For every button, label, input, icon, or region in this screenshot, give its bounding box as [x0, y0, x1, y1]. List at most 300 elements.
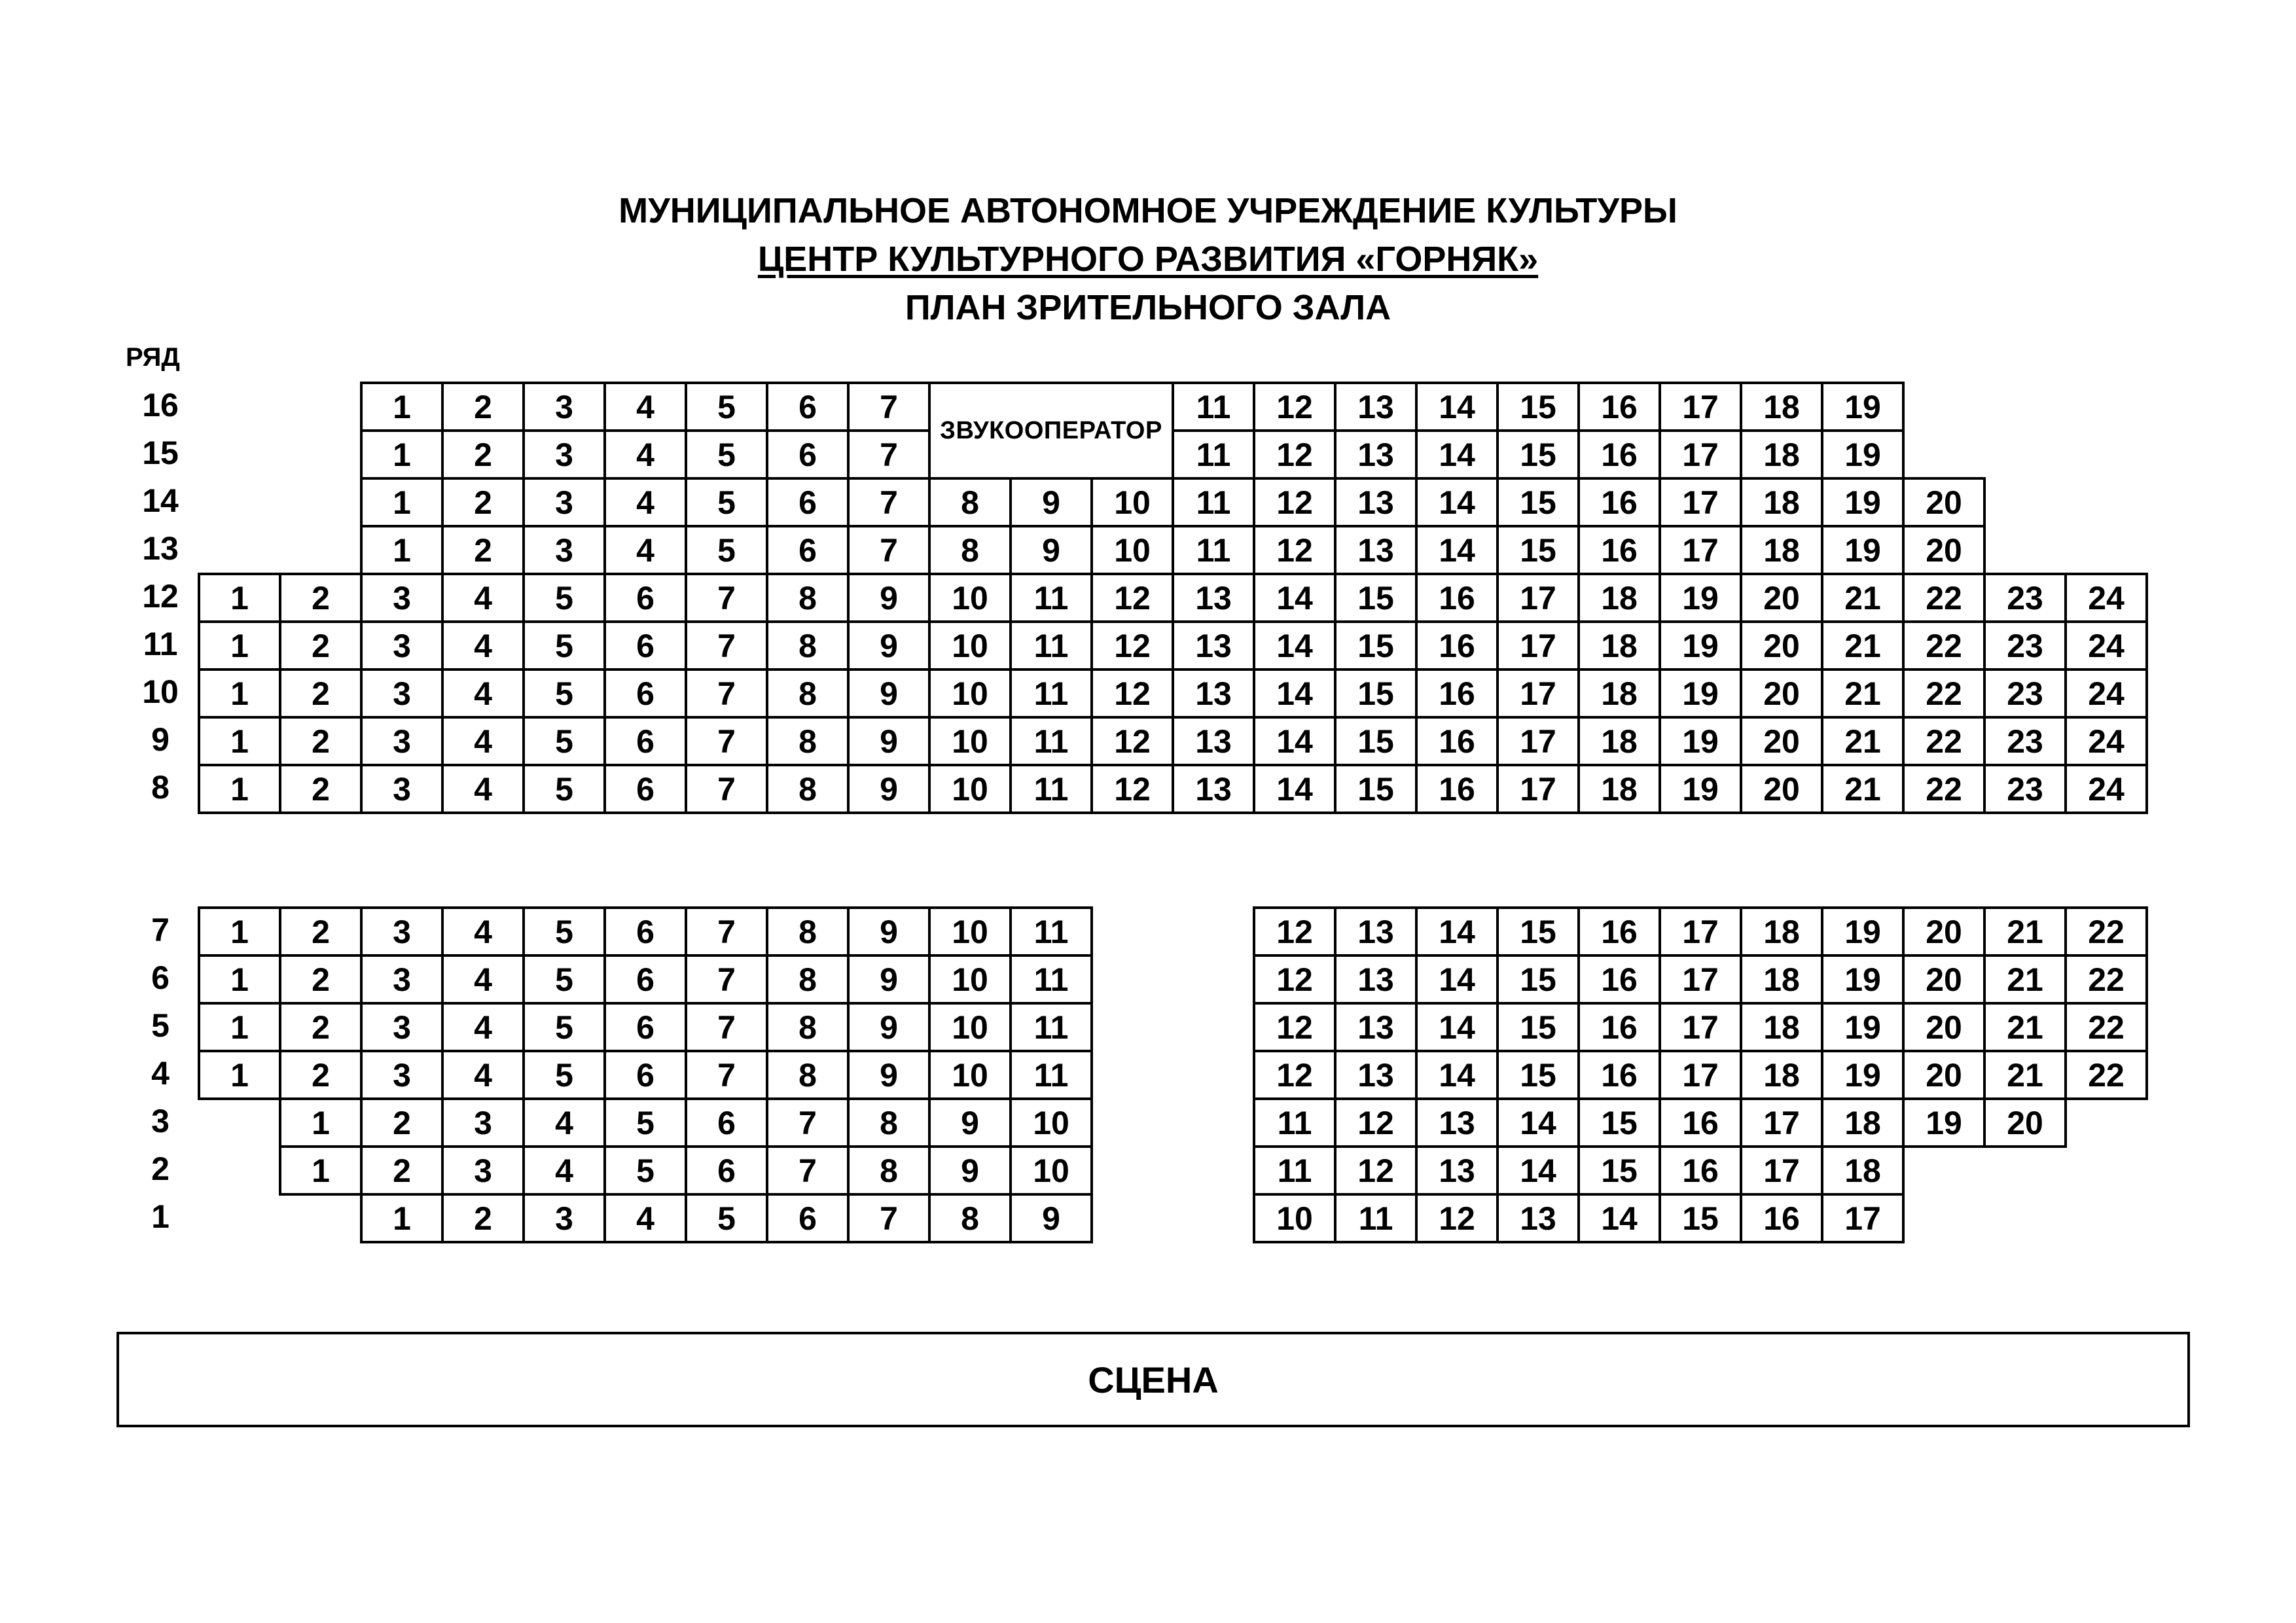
seat[interactable]: 1 — [360, 1193, 444, 1243]
seat[interactable]: 4 — [603, 525, 687, 575]
seat[interactable]: 22 — [1902, 573, 1986, 623]
seat[interactable]: 11 — [1009, 668, 1093, 719]
seat[interactable]: 21 — [1983, 906, 2067, 957]
seat[interactable]: 23 — [1983, 668, 2067, 719]
seat[interactable]: 8 — [766, 1002, 850, 1052]
seat[interactable]: 12 — [1253, 429, 1336, 480]
seat[interactable]: 11 — [1253, 1097, 1336, 1148]
seat[interactable]: 7 — [685, 620, 768, 671]
seat[interactable]: 2 — [441, 1193, 525, 1243]
seat[interactable]: 9 — [1009, 477, 1093, 527]
seat[interactable]: 10 — [928, 954, 1012, 1005]
seat[interactable]: 5 — [522, 906, 606, 957]
seat[interactable]: 24 — [2064, 668, 2148, 719]
seat[interactable]: 23 — [1983, 573, 2067, 623]
seat[interactable]: 11 — [1172, 429, 1255, 480]
seat[interactable]: 19 — [1659, 764, 1742, 814]
seat[interactable]: 18 — [1821, 1145, 1905, 1196]
seat[interactable]: 1 — [198, 954, 281, 1005]
seat[interactable]: 1 — [198, 716, 281, 766]
seat[interactable]: 24 — [2064, 620, 2148, 671]
seat[interactable]: 14 — [1415, 1002, 1499, 1052]
seat[interactable]: 12 — [1253, 382, 1336, 432]
seat[interactable]: 19 — [1821, 525, 1905, 575]
seat[interactable]: 20 — [1902, 1050, 1986, 1100]
seat[interactable]: 2 — [360, 1097, 444, 1148]
seat[interactable]: 12 — [1253, 477, 1336, 527]
seat[interactable]: 17 — [1659, 525, 1742, 575]
seat[interactable]: 13 — [1334, 906, 1418, 957]
seat[interactable]: 18 — [1740, 525, 1823, 575]
seat[interactable]: 2 — [441, 477, 525, 527]
seat[interactable]: 8 — [766, 1050, 850, 1100]
seat[interactable]: 3 — [360, 716, 444, 766]
seat[interactable]: 18 — [1740, 429, 1823, 480]
seat[interactable]: 17 — [1659, 906, 1742, 957]
seat[interactable]: 11 — [1334, 1193, 1418, 1243]
seat[interactable]: 17 — [1659, 429, 1742, 480]
seat[interactable]: 17 — [1659, 1050, 1742, 1100]
seat[interactable]: 14 — [1496, 1145, 1580, 1196]
seat[interactable]: 16 — [1740, 1193, 1823, 1243]
seat[interactable]: 23 — [1983, 620, 2067, 671]
seat[interactable]: 2 — [279, 668, 363, 719]
seat[interactable]: 7 — [685, 764, 768, 814]
seat[interactable]: 5 — [522, 954, 606, 1005]
seat[interactable]: 8 — [847, 1145, 931, 1196]
seat[interactable]: 6 — [685, 1097, 768, 1148]
seat[interactable]: 10 — [928, 716, 1012, 766]
seat[interactable]: 24 — [2064, 573, 2148, 623]
seat[interactable]: 17 — [1659, 477, 1742, 527]
seat[interactable]: 10 — [1090, 525, 1174, 575]
seat[interactable]: 8 — [928, 477, 1012, 527]
seat[interactable]: 7 — [685, 1002, 768, 1052]
seat[interactable]: 19 — [1821, 954, 1905, 1005]
seat[interactable]: 4 — [603, 477, 687, 527]
seat[interactable]: 1 — [360, 525, 444, 575]
seat[interactable]: 3 — [522, 429, 606, 480]
seat[interactable]: 16 — [1577, 382, 1661, 432]
seat[interactable]: 9 — [928, 1097, 1012, 1148]
seat[interactable]: 12 — [1334, 1097, 1418, 1148]
seat[interactable]: 10 — [1009, 1097, 1093, 1148]
seat[interactable]: 14 — [1253, 716, 1336, 766]
seat[interactable]: 5 — [522, 764, 606, 814]
seat[interactable]: 11 — [1009, 1050, 1093, 1100]
seat[interactable]: 17 — [1659, 382, 1742, 432]
seat[interactable]: 17 — [1659, 1002, 1742, 1052]
seat[interactable]: 23 — [1983, 716, 2067, 766]
seat[interactable]: 15 — [1496, 954, 1580, 1005]
seat[interactable]: 6 — [766, 382, 850, 432]
seat[interactable]: 2 — [279, 1002, 363, 1052]
seat[interactable]: 19 — [1821, 1002, 1905, 1052]
seat[interactable]: 14 — [1415, 954, 1499, 1005]
seat[interactable]: 6 — [603, 1050, 687, 1100]
seat[interactable]: 11 — [1009, 716, 1093, 766]
seat[interactable]: 3 — [360, 906, 444, 957]
seat[interactable]: 20 — [1740, 573, 1823, 623]
seat[interactable]: 16 — [1577, 429, 1661, 480]
seat[interactable]: 22 — [2064, 906, 2148, 957]
seat[interactable]: 5 — [522, 1002, 606, 1052]
seat[interactable]: 7 — [847, 382, 931, 432]
seat[interactable]: 5 — [685, 382, 768, 432]
seat[interactable]: 3 — [360, 1050, 444, 1100]
seat[interactable]: 2 — [279, 1050, 363, 1100]
seat[interactable]: 18 — [1740, 477, 1823, 527]
seat[interactable]: 12 — [1090, 716, 1174, 766]
seat[interactable]: 13 — [1334, 429, 1418, 480]
seat[interactable]: 18 — [1577, 620, 1661, 671]
seat[interactable]: 8 — [847, 1097, 931, 1148]
seat[interactable]: 16 — [1415, 573, 1499, 623]
seat[interactable]: 9 — [847, 620, 931, 671]
seat[interactable]: 3 — [360, 620, 444, 671]
seat[interactable]: 21 — [1821, 668, 1905, 719]
seat[interactable]: 6 — [685, 1145, 768, 1196]
seat[interactable]: 15 — [1334, 668, 1418, 719]
seat[interactable]: 1 — [198, 620, 281, 671]
seat[interactable]: 8 — [766, 668, 850, 719]
seat[interactable]: 4 — [603, 1193, 687, 1243]
seat[interactable]: 14 — [1496, 1097, 1580, 1148]
seat[interactable]: 15 — [1659, 1193, 1742, 1243]
seat[interactable]: 15 — [1496, 906, 1580, 957]
seat[interactable]: 14 — [1415, 1050, 1499, 1100]
seat[interactable]: 23 — [1983, 764, 2067, 814]
seat[interactable]: 2 — [279, 954, 363, 1005]
seat[interactable]: 22 — [2064, 954, 2148, 1005]
seat[interactable]: 4 — [441, 716, 525, 766]
seat[interactable]: 18 — [1821, 1097, 1905, 1148]
seat[interactable]: 14 — [1253, 620, 1336, 671]
seat[interactable]: 20 — [1740, 668, 1823, 719]
seat[interactable]: 16 — [1415, 716, 1499, 766]
seat[interactable]: 19 — [1821, 382, 1905, 432]
seat[interactable]: 15 — [1496, 429, 1580, 480]
seat[interactable]: 5 — [522, 716, 606, 766]
seat[interactable]: 18 — [1740, 906, 1823, 957]
seat[interactable]: 4 — [522, 1145, 606, 1196]
seat[interactable]: 17 — [1496, 668, 1580, 719]
seat[interactable]: 19 — [1821, 906, 1905, 957]
seat[interactable]: 4 — [603, 382, 687, 432]
seat[interactable]: 9 — [1009, 525, 1093, 575]
seat[interactable]: 5 — [522, 1050, 606, 1100]
seat[interactable]: 3 — [441, 1145, 525, 1196]
seat[interactable]: 14 — [1253, 668, 1336, 719]
seat[interactable]: 1 — [198, 668, 281, 719]
seat[interactable]: 10 — [928, 668, 1012, 719]
seat[interactable]: 14 — [1415, 525, 1499, 575]
seat[interactable]: 11 — [1009, 1002, 1093, 1052]
seat[interactable]: 18 — [1577, 716, 1661, 766]
seat[interactable]: 16 — [1415, 620, 1499, 671]
seat[interactable]: 7 — [766, 1145, 850, 1196]
seat[interactable]: 15 — [1496, 382, 1580, 432]
seat[interactable]: 4 — [441, 620, 525, 671]
seat[interactable]: 18 — [1740, 954, 1823, 1005]
seat[interactable]: 1 — [360, 429, 444, 480]
seat[interactable]: 13 — [1334, 525, 1418, 575]
seat[interactable]: 11 — [1009, 954, 1093, 1005]
seat[interactable]: 8 — [766, 620, 850, 671]
seat[interactable]: 8 — [766, 764, 850, 814]
seat[interactable]: 3 — [360, 573, 444, 623]
seat[interactable]: 20 — [1902, 525, 1986, 575]
seat[interactable]: 11 — [1172, 382, 1255, 432]
seat[interactable]: 19 — [1821, 477, 1905, 527]
seat[interactable]: 5 — [522, 573, 606, 623]
seat[interactable]: 13 — [1334, 382, 1418, 432]
seat[interactable]: 20 — [1740, 716, 1823, 766]
seat[interactable]: 16 — [1577, 1002, 1661, 1052]
seat[interactable]: 21 — [1983, 1002, 2067, 1052]
seat[interactable]: 8 — [766, 573, 850, 623]
seat[interactable]: 4 — [441, 668, 525, 719]
seat[interactable]: 3 — [360, 764, 444, 814]
seat[interactable]: 8 — [928, 1193, 1012, 1243]
seat[interactable]: 13 — [1334, 1050, 1418, 1100]
seat[interactable]: 9 — [1009, 1193, 1093, 1243]
seat[interactable]: 6 — [603, 573, 687, 623]
seat[interactable]: 7 — [685, 668, 768, 719]
seat[interactable]: 10 — [928, 764, 1012, 814]
seat[interactable]: 17 — [1496, 573, 1580, 623]
seat[interactable]: 13 — [1172, 668, 1255, 719]
seat[interactable]: 14 — [1415, 429, 1499, 480]
seat[interactable]: 12 — [1253, 1050, 1336, 1100]
seat[interactable]: 4 — [441, 573, 525, 623]
seat[interactable]: 16 — [1415, 668, 1499, 719]
seat[interactable]: 15 — [1334, 620, 1418, 671]
seat[interactable]: 5 — [522, 620, 606, 671]
seat[interactable]: 5 — [603, 1145, 687, 1196]
seat[interactable]: 21 — [1821, 573, 1905, 623]
seat[interactable]: 14 — [1577, 1193, 1661, 1243]
seat[interactable]: 20 — [1983, 1097, 2067, 1148]
seat[interactable]: 10 — [1253, 1193, 1336, 1243]
seat[interactable]: 9 — [847, 716, 931, 766]
seat[interactable]: 13 — [1415, 1145, 1499, 1196]
seat[interactable]: 6 — [766, 477, 850, 527]
seat[interactable]: 13 — [1172, 620, 1255, 671]
seat[interactable]: 1 — [198, 573, 281, 623]
seat[interactable]: 17 — [1496, 716, 1580, 766]
seat[interactable]: 10 — [928, 1050, 1012, 1100]
seat[interactable]: 14 — [1253, 764, 1336, 814]
seat[interactable]: 7 — [685, 1050, 768, 1100]
seat[interactable]: 16 — [1577, 525, 1661, 575]
seat[interactable]: 21 — [1821, 764, 1905, 814]
seat[interactable]: 18 — [1577, 668, 1661, 719]
seat[interactable]: 22 — [1902, 764, 1986, 814]
seat[interactable]: 6 — [603, 764, 687, 814]
seat[interactable]: 14 — [1415, 382, 1499, 432]
seat[interactable]: 8 — [766, 716, 850, 766]
seat[interactable]: 15 — [1334, 764, 1418, 814]
seat[interactable]: 12 — [1253, 1002, 1336, 1052]
seat[interactable]: 17 — [1740, 1145, 1823, 1196]
seat[interactable]: 6 — [603, 906, 687, 957]
seat[interactable]: 7 — [766, 1097, 850, 1148]
seat[interactable]: 16 — [1577, 1050, 1661, 1100]
seat[interactable]: 5 — [685, 477, 768, 527]
seat[interactable]: 20 — [1902, 1002, 1986, 1052]
seat[interactable]: 22 — [2064, 1002, 2148, 1052]
seat[interactable]: 9 — [847, 668, 931, 719]
seat[interactable]: 15 — [1496, 1002, 1580, 1052]
seat[interactable]: 7 — [685, 954, 768, 1005]
seat[interactable]: 16 — [1577, 954, 1661, 1005]
seat[interactable]: 17 — [1496, 764, 1580, 814]
seat[interactable]: 2 — [279, 620, 363, 671]
seat[interactable]: 6 — [603, 716, 687, 766]
seat[interactable]: 11 — [1172, 477, 1255, 527]
seat[interactable]: 10 — [928, 906, 1012, 957]
seat[interactable]: 17 — [1740, 1097, 1823, 1148]
seat[interactable]: 7 — [847, 525, 931, 575]
seat[interactable]: 5 — [603, 1097, 687, 1148]
seat[interactable]: 12 — [1253, 906, 1336, 957]
seat[interactable]: 7 — [847, 1193, 931, 1243]
seat[interactable]: 1 — [360, 477, 444, 527]
seat[interactable]: 11 — [1009, 906, 1093, 957]
seat[interactable]: 10 — [1009, 1145, 1093, 1196]
seat[interactable]: 15 — [1496, 1050, 1580, 1100]
seat[interactable]: 19 — [1659, 620, 1742, 671]
seat[interactable]: 17 — [1659, 954, 1742, 1005]
seat[interactable]: 9 — [847, 1050, 931, 1100]
seat[interactable]: 1 — [360, 382, 444, 432]
seat[interactable]: 18 — [1740, 382, 1823, 432]
seat[interactable]: 12 — [1090, 764, 1174, 814]
seat[interactable]: 4 — [603, 429, 687, 480]
seat[interactable]: 13 — [1334, 477, 1418, 527]
seat[interactable]: 1 — [198, 906, 281, 957]
seat[interactable]: 6 — [603, 668, 687, 719]
seat[interactable]: 3 — [522, 477, 606, 527]
seat[interactable]: 13 — [1334, 954, 1418, 1005]
seat[interactable]: 12 — [1415, 1193, 1499, 1243]
seat[interactable]: 21 — [1821, 716, 1905, 766]
seat[interactable]: 13 — [1334, 1002, 1418, 1052]
seat[interactable]: 15 — [1577, 1097, 1661, 1148]
seat[interactable]: 6 — [603, 954, 687, 1005]
seat[interactable]: 20 — [1740, 764, 1823, 814]
seat[interactable]: 11 — [1253, 1145, 1336, 1196]
seat[interactable]: 3 — [360, 668, 444, 719]
seat[interactable]: 5 — [685, 525, 768, 575]
seat[interactable]: 15 — [1334, 573, 1418, 623]
seat[interactable]: 4 — [441, 1050, 525, 1100]
seat[interactable]: 9 — [847, 573, 931, 623]
seat[interactable]: 16 — [1577, 477, 1661, 527]
seat[interactable]: 2 — [441, 525, 525, 575]
seat[interactable]: 9 — [847, 1002, 931, 1052]
seat[interactable]: 11 — [1009, 573, 1093, 623]
seat[interactable]: 15 — [1577, 1145, 1661, 1196]
seat[interactable]: 3 — [522, 1193, 606, 1243]
seat[interactable]: 2 — [360, 1145, 444, 1196]
seat[interactable]: 14 — [1253, 573, 1336, 623]
seat[interactable]: 1 — [198, 1002, 281, 1052]
seat[interactable]: 22 — [1902, 668, 1986, 719]
seat[interactable]: 4 — [441, 906, 525, 957]
seat[interactable]: 4 — [441, 764, 525, 814]
seat[interactable]: 2 — [441, 429, 525, 480]
seat[interactable]: 3 — [522, 382, 606, 432]
seat[interactable]: 3 — [441, 1097, 525, 1148]
seat[interactable]: 10 — [928, 1002, 1012, 1052]
seat[interactable]: 2 — [279, 764, 363, 814]
seat[interactable]: 8 — [928, 525, 1012, 575]
seat[interactable]: 9 — [928, 1145, 1012, 1196]
seat[interactable]: 24 — [2064, 764, 2148, 814]
seat[interactable]: 13 — [1172, 716, 1255, 766]
seat[interactable]: 10 — [1090, 477, 1174, 527]
seat[interactable]: 17 — [1496, 620, 1580, 671]
seat[interactable]: 16 — [1659, 1097, 1742, 1148]
seat[interactable]: 16 — [1577, 906, 1661, 957]
seat[interactable]: 6 — [766, 525, 850, 575]
seat[interactable]: 13 — [1172, 573, 1255, 623]
seat[interactable]: 1 — [198, 764, 281, 814]
seat[interactable]: 20 — [1740, 620, 1823, 671]
seat[interactable]: 19 — [1659, 668, 1742, 719]
seat[interactable]: 17 — [1821, 1193, 1905, 1243]
seat[interactable]: 13 — [1415, 1097, 1499, 1148]
seat[interactable]: 18 — [1740, 1050, 1823, 1100]
seat[interactable]: 6 — [603, 1002, 687, 1052]
seat[interactable]: 12 — [1334, 1145, 1418, 1196]
seat[interactable]: 12 — [1253, 954, 1336, 1005]
seat[interactable]: 21 — [1821, 620, 1905, 671]
seat[interactable]: 20 — [1902, 477, 1986, 527]
seat[interactable]: 19 — [1659, 716, 1742, 766]
seat[interactable]: 7 — [847, 429, 931, 480]
seat[interactable]: 10 — [928, 573, 1012, 623]
seat[interactable]: 22 — [1902, 716, 1986, 766]
seat[interactable]: 20 — [1902, 954, 1986, 1005]
seat[interactable]: 13 — [1496, 1193, 1580, 1243]
seat[interactable]: 12 — [1090, 573, 1174, 623]
seat[interactable]: 3 — [522, 525, 606, 575]
seat[interactable]: 14 — [1415, 477, 1499, 527]
seat[interactable]: 24 — [2064, 716, 2148, 766]
seat[interactable]: 12 — [1090, 668, 1174, 719]
seat[interactable]: 1 — [279, 1097, 363, 1148]
seat[interactable]: 6 — [766, 1193, 850, 1243]
seat[interactable]: 7 — [685, 716, 768, 766]
seat[interactable]: 2 — [279, 573, 363, 623]
seat[interactable]: 19 — [1902, 1097, 1986, 1148]
seat[interactable]: 6 — [603, 620, 687, 671]
seat[interactable]: 11 — [1009, 764, 1093, 814]
seat[interactable]: 16 — [1659, 1145, 1742, 1196]
seat[interactable]: 18 — [1577, 573, 1661, 623]
seat[interactable]: 14 — [1415, 906, 1499, 957]
seat[interactable]: 11 — [1172, 525, 1255, 575]
seat[interactable]: 4 — [441, 954, 525, 1005]
seat[interactable]: 15 — [1496, 477, 1580, 527]
seat[interactable]: 11 — [1009, 620, 1093, 671]
seat[interactable]: 20 — [1902, 906, 1986, 957]
seat[interactable]: 6 — [766, 429, 850, 480]
seat[interactable]: 9 — [847, 906, 931, 957]
